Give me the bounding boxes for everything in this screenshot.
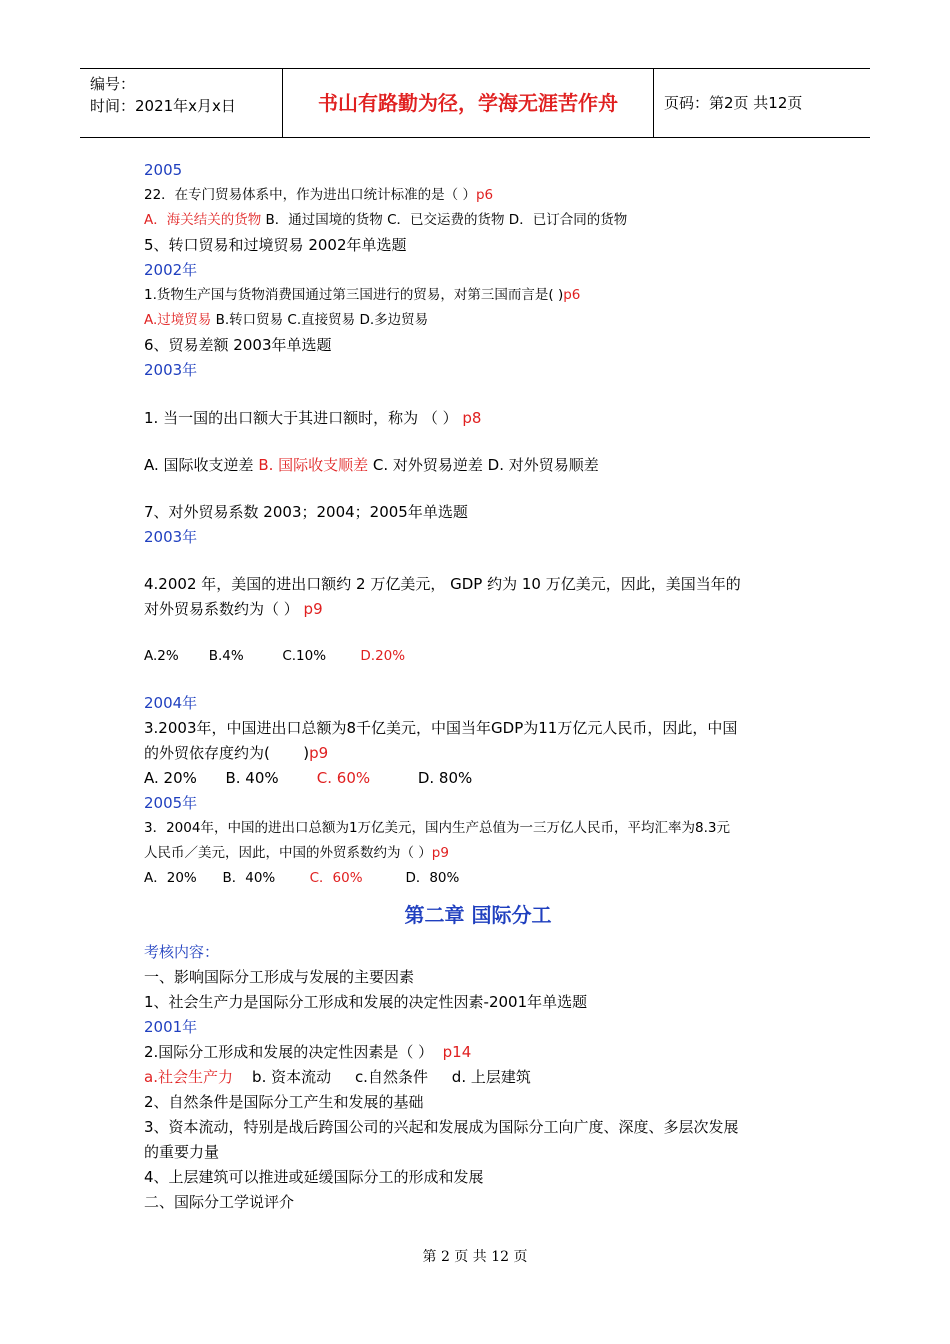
question-line: 4.2002 年，美国的进出口额约 2 万亿美元， GDP 约为 10 万亿美元，因此，美国当年的 <box>144 575 741 593</box>
year-label: 2005年 <box>144 794 198 812</box>
question-line: 人民币／美元，因此，中国的外贸系数约为（ ）p9 <box>144 845 449 861</box>
question-line: 1.货物生产国与货物消费国通过第三国进行的贸易，对第三国而言是( )p6 <box>144 287 581 303</box>
section-heading: 6、贸易差额 2003年单选题 <box>144 336 332 354</box>
text-line: 的重要力量 <box>144 1143 220 1161</box>
section-label: 考核内容： <box>144 943 220 961</box>
header-left-cell <box>80 69 282 137</box>
answer: C．60% <box>309 870 363 886</box>
answer: B. 国际收支顺差 <box>258 456 369 474</box>
section-heading: 5、转口贸易和过境贸易 2002年单选题 <box>144 236 407 254</box>
question-line: 3．2004年，中国的进出口总额为1万亿美元，国内生产总值为一三万亿人民币，平均汇率为8.3元 <box>144 820 731 836</box>
options-line: A.过境贸易 B.转口贸易 C.直接贸易 D.多边贸易 <box>144 312 429 328</box>
options-line: a.社会生产力 b. 资本流动 c.自然条件 d. 上层建筑 <box>144 1068 531 1086</box>
page-footer: 第 2 页 共 12 页 <box>422 1249 528 1265</box>
year-label: 2003年 <box>144 361 198 379</box>
answer: C. 60% <box>316 769 371 787</box>
page-ref: p6 <box>475 187 494 203</box>
page-header <box>80 68 870 138</box>
text-line: 4、上层建筑可以推进或延缓国际分工的形成和发展 <box>144 1168 484 1186</box>
question-line: 的外贸依存度约为( )p9 <box>144 744 329 762</box>
question-line: 22．在专门贸易体系中，作为进出口统计标准的是（ ）p6 <box>144 187 494 203</box>
question-line: 3.2003年，中国进出口总额为8千亿美元，中国当年GDP为11万亿元人民币，因此，中国 <box>144 719 738 737</box>
number-label: 编号： <box>90 75 136 93</box>
page-ref: p14 <box>433 1043 472 1061</box>
section-heading: 一、影响国际分工形成与发展的主要因素 <box>144 968 415 986</box>
time-label: 时间：2021年x月x日 <box>90 97 236 115</box>
answer: D.20% <box>360 648 406 664</box>
page-ref: p9 <box>298 600 323 618</box>
chapter-title: 第二章 国际分工 <box>404 903 552 927</box>
page-ref: p6 <box>563 287 581 303</box>
section-heading: 7、对外贸易系数 2003；2004；2005年单选题 <box>144 503 468 521</box>
page-ref: p9 <box>431 845 449 861</box>
question-line: 2.国际分工形成和发展的决定性因素是（ ） p14 <box>144 1043 472 1061</box>
options-line: A. 国际收支逆差 B. 国际收支顺差 C. 对外贸易逆差 D. 对外贸易顺差 <box>144 456 599 474</box>
question-line: 对外贸易系数约为（ ） p9 <box>144 600 323 618</box>
answer: A.过境贸易 <box>144 312 212 328</box>
text-line: 3、资本流动，特别是战后跨国公司的兴起和发展成为国际分工向广度、深度、多层次发展 <box>144 1118 739 1136</box>
options-line: A．海关结关的货物 B．通过国境的货物 C．已交运费的货物 D．已订合同的货物 <box>144 212 628 228</box>
question-line: 1. 当一国的出口额大于其进口额时，称为 （ ） p8 <box>144 409 482 427</box>
year-label: 2002年 <box>144 261 198 279</box>
section-heading: 1、社会生产力是国际分工形成和发展的决定性因素-2001年单选题 <box>144 993 588 1011</box>
answer: a.社会生产力 <box>144 1068 233 1086</box>
page-ref: p8 <box>457 409 482 427</box>
options-line: A.2% B.4% C.10% D.20% <box>144 648 406 664</box>
motto: 书山有路勤为径，学海无涯苦作舟 <box>282 69 654 137</box>
text-line: 2、自然条件是国际分工产生和发展的基础 <box>144 1093 424 1111</box>
answer: A．海关结关的货物 <box>144 212 262 228</box>
options-line: A. 20% B. 40% C. 60% D. 80% <box>144 769 473 787</box>
section-heading: 二、国际分工学说评介 <box>144 1193 295 1211</box>
page-info: 页码：第2页 共12页 <box>664 94 803 112</box>
year-label: 2003年 <box>144 528 198 546</box>
page-ref: p9 <box>309 744 329 762</box>
options-line: A．20% B．40% C．60% D．80% <box>144 870 460 886</box>
year-label: 2004年 <box>144 694 198 712</box>
year-label: 2001年 <box>144 1018 198 1036</box>
year-label: 2005 <box>144 161 183 179</box>
